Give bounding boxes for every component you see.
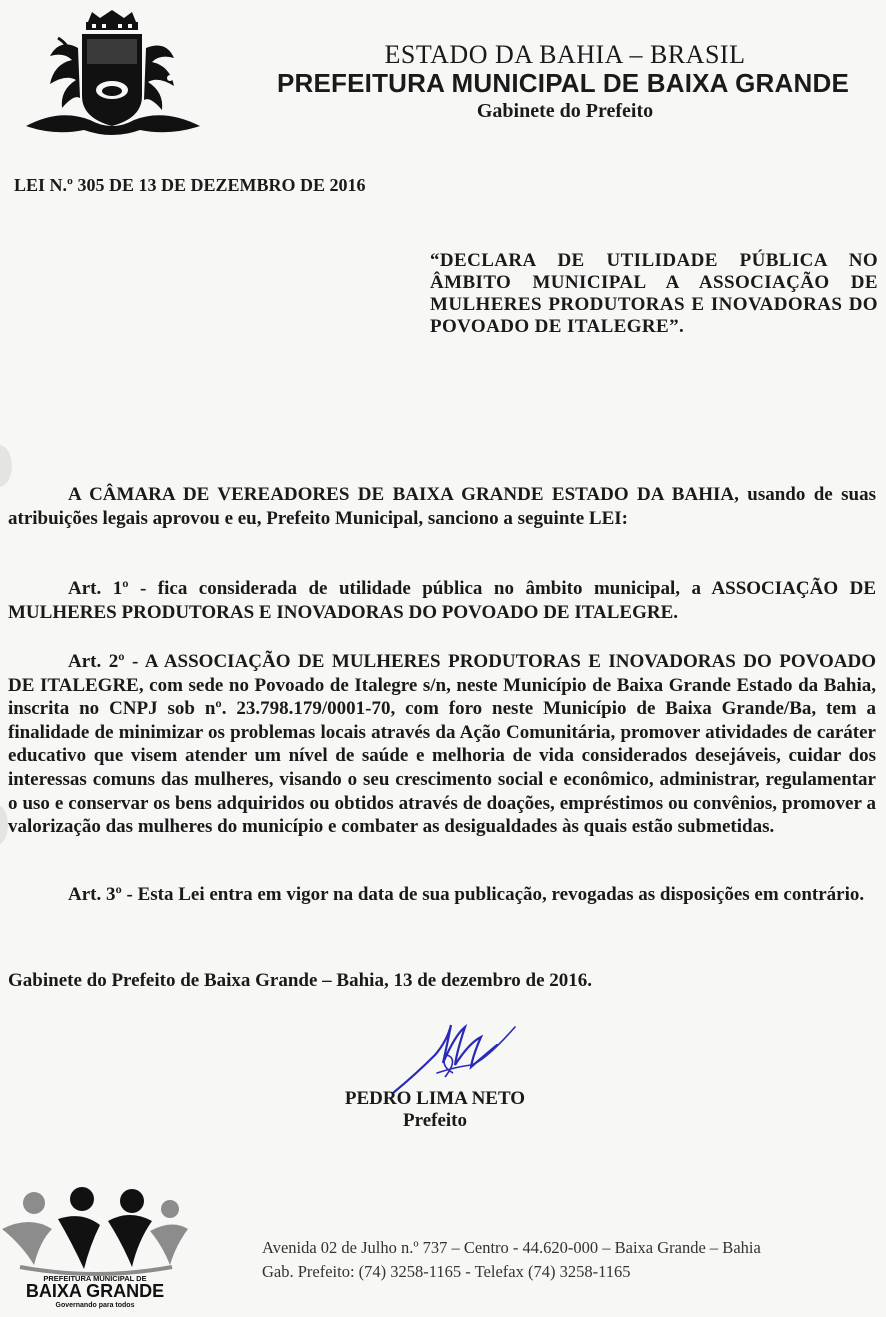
- article-3-text: Art. 3º - Esta Lei entra em vigor na data de sua publicação, revogadas as disposições em contrário.: [68, 884, 865, 905]
- article-3: [8, 883, 876, 907]
- intro-paragraph: [8, 483, 876, 531]
- closing-line: Gabinete do Prefeito de Baixa Grande – Bahia, 13 de dezembro de 2016.: [8, 970, 593, 991]
- signer-role: Prefeito: [403, 1110, 467, 1131]
- footer-address: Avenida 02 de Julho n.º 737 – Centro - 44.620-000 – Baixa Grande – Bahia: [262, 1238, 761, 1257]
- signer-name: PEDRO LIMA NETO: [344, 1088, 526, 1109]
- article-1: [8, 577, 876, 625]
- coat-of-arms-icon: [20, 8, 205, 140]
- header-prefeitura: PREFEITURA MUNICIPAL DE BAIXA GRANDE: [276, 68, 849, 98]
- intro-text: A CÂMARA DE VEREADORES DE BAIXA GRANDE ESTADO DA BAHIA, usando de suas atribuições legais aprovou e eu, Prefeito Municipal, sanciono a seguinte LEI:: [8, 484, 876, 529]
- article-2-text: Art. 2º - A ASSOCIAÇÃO DE MULHERES PRODUTORAS E INOVADORAS DO POVOADO DE ITALEGRE, com sede no Povoado de Italegre s/n, neste Município de Baixa Grande Estado da Bahia, inscrita no CNPJ sob nº. 23.798.179/0001-70, com foro neste Município de Baixa Grande/Ba, tem a finalidade de minimizar os problemas locais através da Ação Comunitária, promover atividades de caráter educativo que visem atender um nível de saúde e melhoria de vida considerados desejáveis, cuidar dos interessas comuns das mulheres, visando o seu crescimento social e econômico, administrar, regulamentar o uso e conservar os bens adquiridos ou obtidos através de doações, empréstimos ou convênios, promover a valorização das mulheres do município e combater as desigualdades às quais estão submetidas.: [8, 651, 876, 838]
- punch-hole-top: [0, 445, 12, 487]
- header-gabinete: Gabinete do Prefeito: [476, 100, 654, 122]
- law-title: LEI N.º 305 DE 13 DE DEZEMBRO DE 2016: [14, 175, 366, 195]
- law-ementa: “DECLARA DE UTILIDADE PÚBLICA NO ÂMBITO MUNICIPAL A ASSOCIAÇÃO DE MULHERES PRODUTORAS E INOVADORAS DO POVOADO DE ITALEGRE”.: [430, 250, 878, 337]
- logo-text-big: BAIXA GRANDE: [25, 1281, 165, 1301]
- footer-phones: Gab. Prefeito: (74) 3258-1165 - Telefax (74) 3258-1165: [262, 1262, 631, 1281]
- article-1-text: Art. 1º - fica considerada de utilidade pública no âmbito municipal, a ASSOCIAÇÃO DE MULHERES PRODUTORAS E INOVADORAS DO POVOADO DE ITALEGRE.: [8, 578, 876, 623]
- logo-slogan: Governando para todos: [55, 1302, 135, 1309]
- punch-hole-bottom: [0, 805, 8, 845]
- header-state: ESTADO DA BAHIA – BRASIL: [384, 40, 746, 69]
- municipal-logo-icon: [0, 1185, 190, 1310]
- logo-text-small: PREFEITURA MUNICIPAL DE: [43, 1274, 147, 1283]
- article-2: [8, 650, 876, 839]
